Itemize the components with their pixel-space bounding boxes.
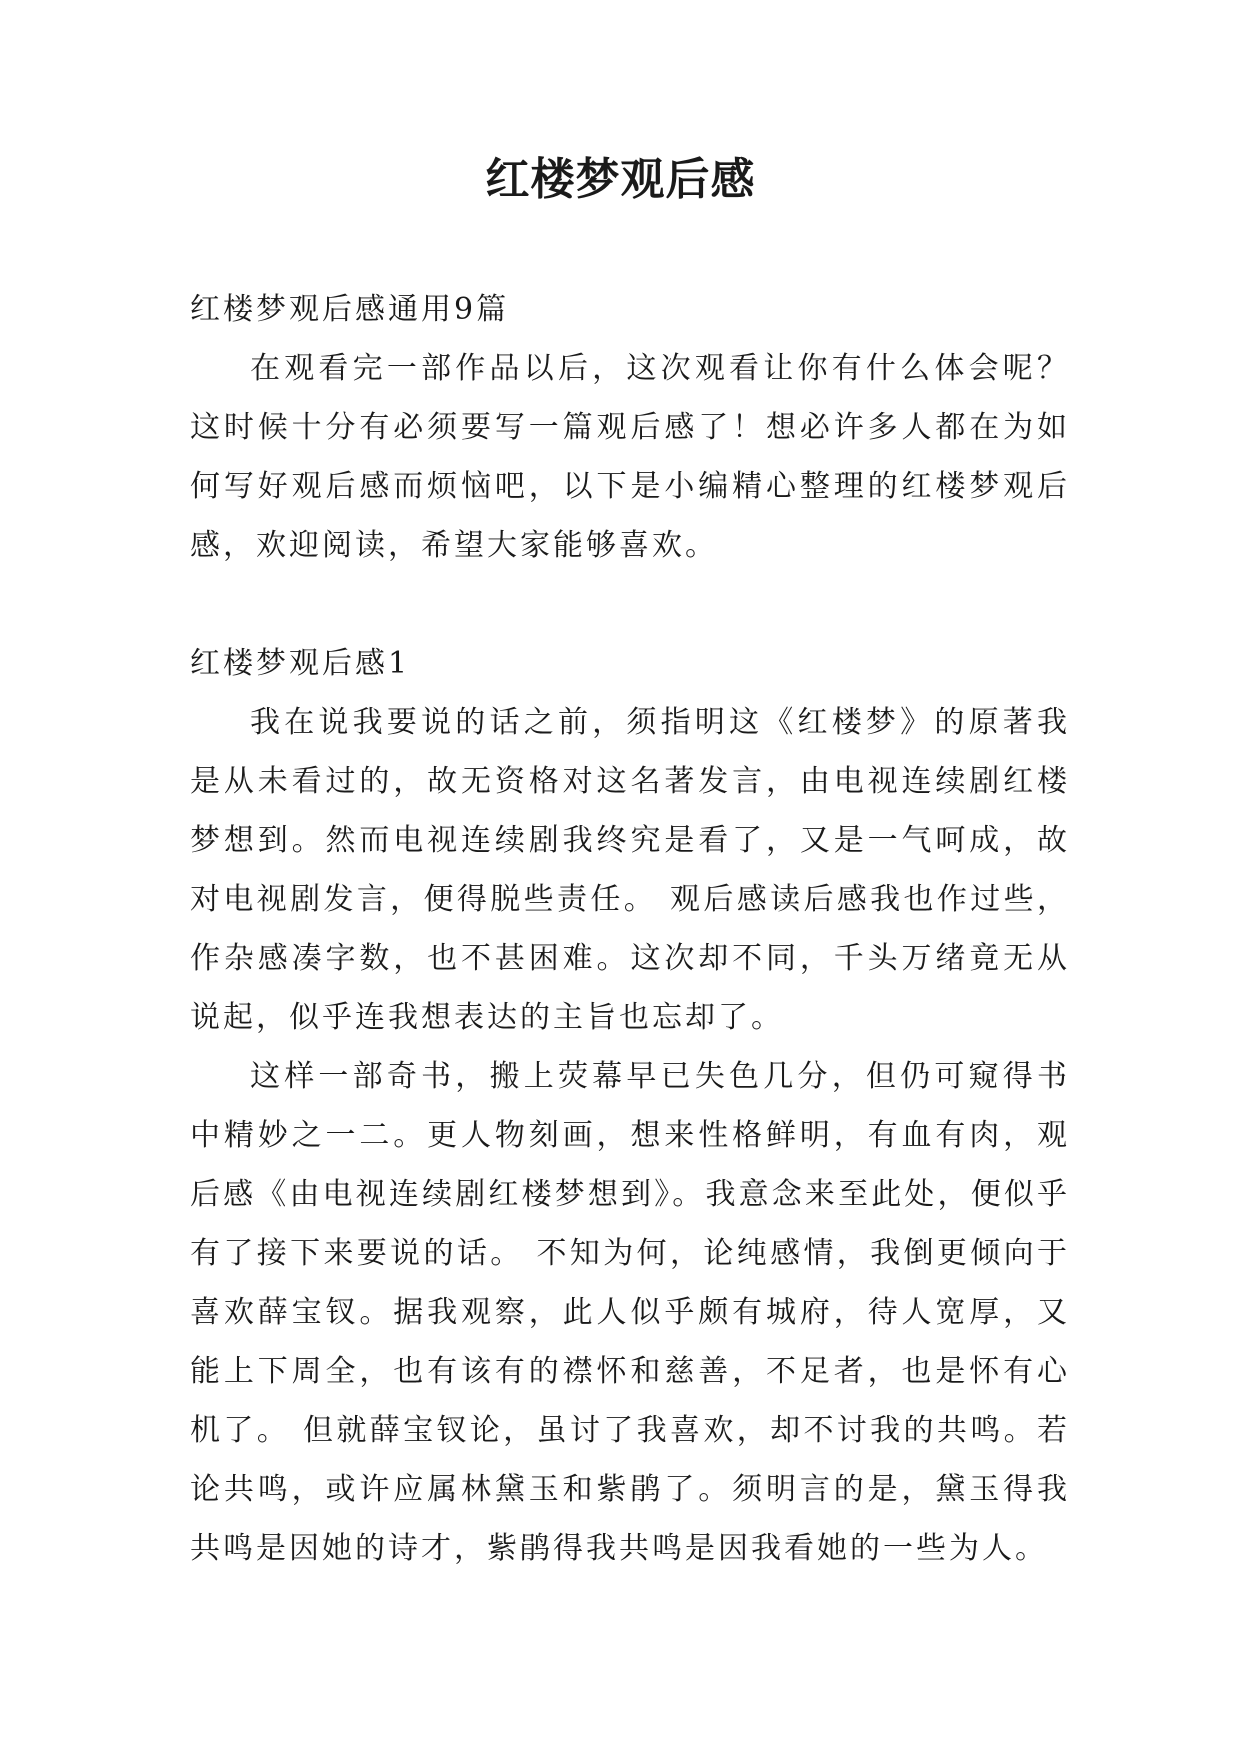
body-paragraph: 我在说我要说的话之前，须指明这《红楼梦》的原著我是从未看过的，故无资格对这名著发言，由电视连续剧红楼梦想到。然而电视连续剧我终究是看了，又是一气呵成，故对电视剧发言，便得脱些责任。 观后感读后感我也作过些，作杂感凑字数，也不甚困难。这次却不同，千头万绪竟无从说起，似乎连我想表达的主旨也忘却了。: [190, 705, 1070, 1035]
subtitle-heading: 红楼梦观后感通用9篇: [190, 292, 510, 327]
document-title: 红楼梦观后感: [485, 154, 756, 205]
section-spacer: [190, 575, 1070, 634]
intro-paragraph: 在观看完一部作品以后，这次观看让你有什么体会呢？这时候十分有必须要写一篇观后感了！想必许多人都在为如何写好观后感而烦恼吧，以下是小编精心整理的红楼梦观后感，欢迎阅读，希望大家能够喜欢。: [190, 351, 1070, 563]
document-body: [190, 280, 1070, 1578]
section-heading: 红楼梦观后感1: [190, 646, 411, 681]
body-paragraph: 这样一部奇书，搬上荧幕早已失色几分，但仍可窥得书中精妙之一二。更人物刻画，想来性格鲜明，有血有肉，观后感《由电视连续剧红楼梦想到》。我意念来至此处，便似乎有了接下来要说的话。 不知为何，论纯感情，我倒更倾向于喜欢薛宝钗。据我观察，此人似乎颇有城府，待人宽厚，又能上下周全，也有该有的襟怀和慈善，不足者，也是怀有心机了。 但就薛宝钗论，虽讨了我喜欢，却不讨我的共鸣。若论共鸣，或许应属林黛玉和紫鹃了。须明言的是，黛玉得我共鸣是因她的诗才，紫鹃得我共鸣是因我看她的一些为人。: [190, 1059, 1070, 1566]
